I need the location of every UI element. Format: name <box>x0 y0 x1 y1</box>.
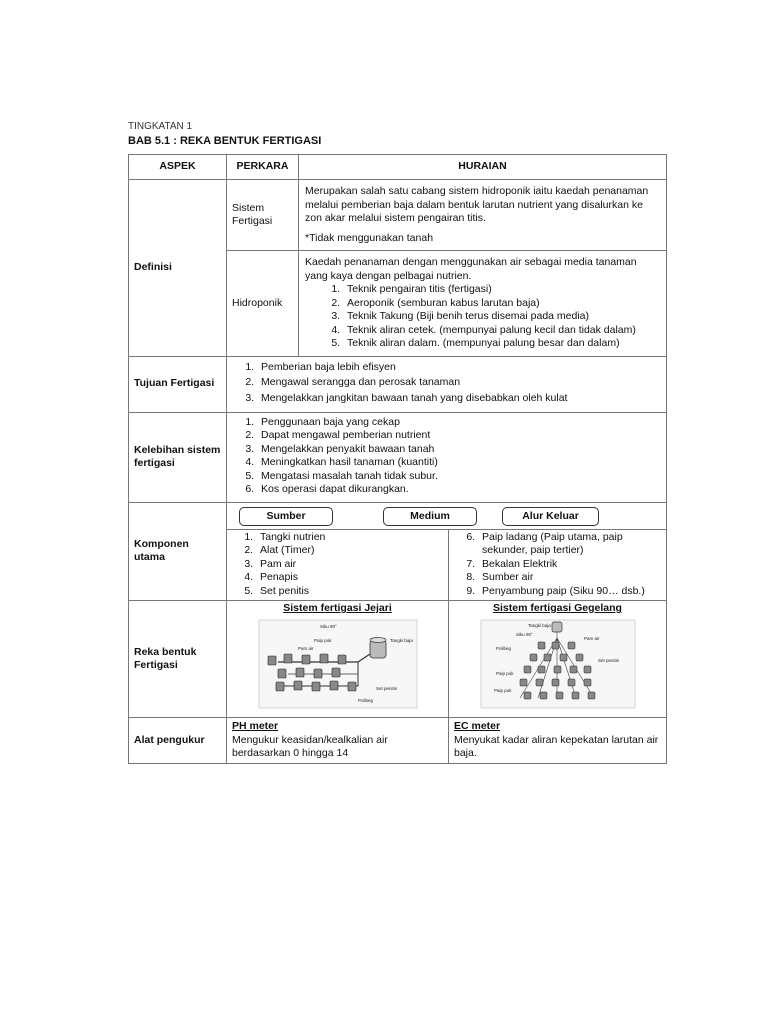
aspek-line: Fertigasi <box>134 659 178 671</box>
diagram-label: Siku 90° <box>515 631 533 637</box>
tujuan-cell <box>227 356 667 412</box>
chapter-title: BAB 5.1 : REKA BENTUK FERTIGASI <box>128 135 322 147</box>
list-item: 8. Sumber air <box>478 571 661 585</box>
hidroponik-list <box>305 283 660 351</box>
aspek-line: utama <box>134 551 165 564</box>
list-item: 6. Paip ladang (Paip utama, paip sekunder, paip tertier) <box>478 531 661 558</box>
list-item: 9. Penyambung paip (Siku 90… dsb.) <box>478 585 661 599</box>
list-item: 1. Teknik pengairan titis (fertigasi) <box>343 283 660 297</box>
gegelang-diagram <box>480 618 636 710</box>
aspek-line: fertigasi <box>134 457 175 469</box>
diagram-label: Set penitis <box>597 657 619 663</box>
perkara-line: Fertigasi <box>232 215 273 227</box>
header-perkara: PERKARA <box>227 155 299 180</box>
fertigasi-table <box>128 154 667 764</box>
list-item: 5. Mengatasi masalah tanah tidak subur. <box>257 470 660 484</box>
jejari-title: Sistem fertigasi Jejari <box>283 602 392 614</box>
perkara-hidroponik: Hidroponik <box>227 251 299 357</box>
aspek-reka-bentuk <box>129 601 227 718</box>
ec-meter-text: Menyukat kadar aliran kepekatan larutan air baja. <box>454 733 659 759</box>
huraian-sistem-fertigasi <box>299 180 667 251</box>
kelebihan-cell <box>227 412 667 502</box>
diagram-label: Tangki baja <box>527 622 551 628</box>
reka-gegelang-cell <box>449 601 667 718</box>
list-item: 5. Set penitis <box>256 585 443 599</box>
list-item: 1. Penggunaan baja yang cekap <box>257 416 660 430</box>
ph-meter-text: Mengukur keasidan/kealkalian air berdasarkan 0 hingga 14 <box>232 733 388 759</box>
list-item: 7. Bekalan Elektrik <box>478 558 661 572</box>
aspek-definisi: Definisi <box>129 180 227 357</box>
komponen-left-list <box>232 531 443 599</box>
list-item: 1. Tangki nutrien <box>256 531 443 545</box>
header-aspek: ASPEK <box>129 155 227 180</box>
list-item: 2. Aeroponik (semburan kabus larutan baja) <box>343 297 660 311</box>
list-item: 2. Dapat mengawal pemberian nutrient <box>257 429 660 443</box>
list-item: 4. Teknik aliran cetek. (mempunyai palung kecil dan tidak dalam) <box>343 324 660 338</box>
list-item: 4. Meningkatkan hasil tanaman (kuantiti) <box>257 456 660 470</box>
table-row <box>129 502 667 529</box>
gegelang-title: Sistem fertigasi Gegelang <box>493 602 622 614</box>
kelebihan-list <box>233 416 660 497</box>
diagram-label: Set penitis <box>375 685 397 691</box>
huraian-text: Merupakan salah satu cabang sistem hidroponik iaitu kaedah penanaman melalui pemberian baja dalam bentuk larutan nutrient yang disalurkan ke zon akar melalui sistem pengairan titis. <box>305 185 649 224</box>
diagram-label: Paip pok <box>495 670 514 676</box>
ph-meter-title: PH meter <box>232 720 279 732</box>
table-header-row <box>129 155 667 180</box>
komponen-category-row <box>227 502 667 529</box>
aspek-kelebihan <box>129 412 227 502</box>
aspek-line: Kelebihan sistem <box>134 443 221 456</box>
list-item: 1. Pemberian baja lebih efisyen <box>257 361 660 375</box>
komponen-left-cell <box>227 529 449 601</box>
alat-ph-cell <box>227 718 449 764</box>
table-row <box>129 601 667 718</box>
huraian-note: *Tidak menggunakan tanah <box>305 231 434 244</box>
huraian-hidroponik <box>299 251 667 357</box>
ec-meter-title: EC meter <box>454 720 501 732</box>
list-item: 3. Teknik Takung (Biji benih terus disemai pada media) <box>343 310 660 324</box>
aspek-komponen <box>129 502 227 601</box>
category-sumber: Sumber <box>239 507 333 526</box>
list-item: 3. Mengelakkan jangkitan bawaan tanah yang disebabkan oleh kulat <box>257 392 660 406</box>
aspek-line: Komponen <box>134 537 189 550</box>
header-huraian: HURAIAN <box>299 155 667 180</box>
list-item: 2. Alat (Timer) <box>256 544 443 558</box>
komponen-right-list <box>454 531 661 599</box>
perkara-line: Sistem <box>232 201 265 214</box>
jejari-diagram <box>258 618 418 710</box>
diagram-label: Siku 90° <box>319 623 337 629</box>
alat-ec-cell <box>449 718 667 764</box>
list-item: 3. Mengelakkan penyakit bawaan tanah <box>257 443 660 457</box>
perkara-sistem-fertigasi <box>227 180 299 251</box>
huraian-text: Kaedah penanaman dengan menggunakan air sebagai media tanaman yang kaya dengan pelbagai nutrien. <box>305 256 637 282</box>
table-row <box>129 356 667 412</box>
diagram-label: Polibeg <box>357 697 373 703</box>
list-item: 5. Teknik aliran dalam. (mempunyai palung besar dan dalam) <box>343 337 660 351</box>
diagram-label: Pam air <box>583 635 600 641</box>
list-item: 4. Penapis <box>256 571 443 585</box>
reka-jejari-cell <box>227 601 449 718</box>
aspek-alat-pengukur: Alat pengukur <box>129 718 227 764</box>
list-item: 2. Mengawal serangga dan perosak tanaman <box>257 376 660 390</box>
diagram-label: Tangki baja <box>389 637 413 643</box>
diagram-label: Pam air <box>297 645 314 651</box>
list-item: 6. Kos operasi dapat dikurangkan. <box>257 483 660 497</box>
level-label: TINGKATAN 1 <box>128 121 193 132</box>
category-alur-keluar: Alur Keluar <box>502 507 599 526</box>
komponen-right-cell <box>449 529 667 601</box>
list-item: 3. Pam air <box>256 558 443 572</box>
table-row <box>129 412 667 502</box>
table-row <box>129 718 667 764</box>
aspek-tujuan: Tujuan Fertigasi <box>129 356 227 412</box>
category-medium: Medium <box>383 507 477 526</box>
table-row <box>129 180 667 251</box>
aspek-line: Reka bentuk <box>134 645 197 658</box>
tujuan-list <box>233 361 660 406</box>
diagram-label: Polibeg <box>495 645 511 651</box>
diagram-label: Paip pok <box>313 637 332 643</box>
diagram-label: Paip pok <box>493 687 512 693</box>
